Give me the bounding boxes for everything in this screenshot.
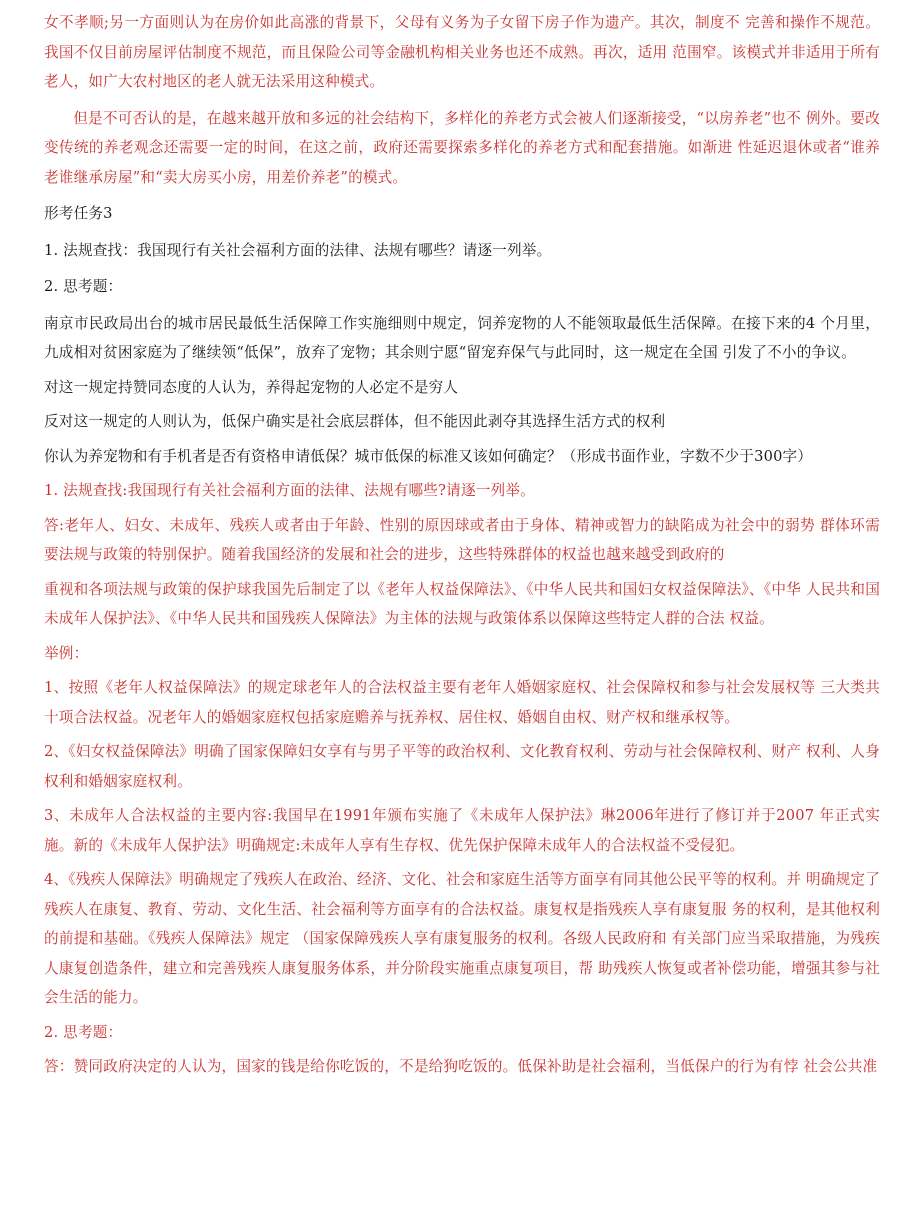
example-women-rights: 2、《妇女权益保障法》明确了国家保障妇女享有与男子平等的政治权利、文化教育权利、劳动与社会保障权利、财产 权利、人身权利和婚姻家庭权利。	[44, 743, 880, 790]
answer-2-text: 答：赞同政府决定的人认为，国家的钱是给你吃饭的，不是给狗吃饭的。低保补助是社会福利，当低保户的行为有悖 社会公共准	[44, 1058, 878, 1075]
question-2-heading: 2. 思考题：	[44, 278, 123, 295]
answer-2-heading: 2. 思考题：	[44, 1023, 123, 1041]
opposing-view: 反对这一规定的人则认为，低保户确实是社会底层群体，但不能因此剥夺其选择生活方式的权利	[44, 413, 666, 430]
example-disabled-rights: 4、《残疾人保障法》明确规定了残疾人在政治、经济、文化、社会和家庭生活等方面享有同其他公民平等的权利。并 明确规定了残疾人在康复、教育、劳动、文化生活、社会福利等方面享有的合法权益。康复权是指残疾人享有康复服 务的权利，是其他权利的前提和基础。《残疾人保障法》规定 （国家保障残疾人享有康复服务的权利。各级人民政府和 有关部门应当采取措施，为残疾人康复创造条件，建立和完善残疾人康复服务体系，并分阶段实施重点康复项目，帮 助残疾人恢复或者补偿功能，增强其参与社会生活的能力。	[44, 871, 880, 1006]
discussion-question: 你认为养宠物和有手机者是否有资格申请低保？城市低保的标准又该如何确定？（形成书面作业，字数不少于300字）	[44, 447, 813, 465]
answer-1-intro: 答:老年人、妇女、未成年、残疾人或者由于年龄、性别的原因球或者由于身体、精神或智力的缺陷成为社会中的弱势 群体环需要法规与政策的特别保护。随着我国经济的发展和社会的进步，这些特殊群体的权益也越来越受到政府的	[44, 516, 880, 563]
paragraph-diverse-pension-methods: 但是不可否认的是，在越来越开放和多远的社会结构下，多样化的养老方式会被人们逐渐接受，“以房养老”也不 例外。要改变传统的养老观念还需要一定的时间，在这之前，政府还需要探索多样化的养老方式和配套措施。如渐进 性延迟退休或者“谁养老谁继承房屋”和“卖大房买小房，用差价养老”的模式。	[44, 109, 880, 186]
case-description: 南京市民政局出台的城市居民最低生活保障工作实施细则中规定，饲养宠物的人不能领取最低生活保障。在接下来的4 个月里，九成相对贫困家庭为了继续领“低保”，放弃了宠物；其余则宁愿“留宠弃保气与此同时，这一规定在全国 引发了不小的争议。	[44, 314, 880, 361]
paragraph-reverse-mortgage-drawbacks: 女不孝顺;另一方面则认为在房价如此高涨的背景下，父母有义务为子女留下房子作为遗产。其次，制度不 完善和操作不规范。我国不仅目前房屋评估制度不规范，而且保险公司等金融机构相关业务也还不成熟。再次，适用 范围窄。该模式并非适用于所有老人，如广大农村地区的老人就无法采用这种模式。	[44, 14, 880, 90]
task-heading: 形考任务3	[44, 205, 113, 222]
examples-heading: 举例：	[44, 644, 89, 662]
question-1-law-search: 1. 法规查找：我国现行有关社会福利方面的法律、法规有哪些？请逐一列举。	[44, 241, 552, 259]
example-minor-rights: 3、未成年人合法权益的主要内容:我国早在1991年颁布实施了《未成年人保护法》琳2006年进行了修订并于2007 年正式实施。新的《未成年人保护法》明确规定:未成年人享有生存权、优先保护保障未成年人的合法权益不受侵犯。	[44, 807, 880, 854]
answer-1-laws-list: 重视和各项法规与政策的保护球我国先后制定了以《老年人权益保障法》、《中华人民共和国妇女权益保障法》、《中华 人民共和国未成年人保护法》、《中华人民共和国残疾人保障法》为主体的法规与政策体系以保障这些特定人群的合法 权益。	[44, 580, 880, 627]
supporting-view: 对这一规定持赞同态度的人认为，养得起宠物的人必定不是穷人	[44, 378, 459, 396]
answer-1-heading: 1. 法规查找:我国现行有关社会福利方面的法律、法规有哪些?请逐一列举。	[44, 482, 535, 499]
example-elderly-rights: 1、按照《老年人权益保障法》的规定球老年人的合法权益主要有老年人婚姻家庭权、社会保障权和参与社会发展权等 三大类共十项合法权益。况老年人的婚姻家庭权包括家庭赡养与抚养权、居住权、婚姻自由权、财产权和继承权等。	[44, 679, 880, 726]
